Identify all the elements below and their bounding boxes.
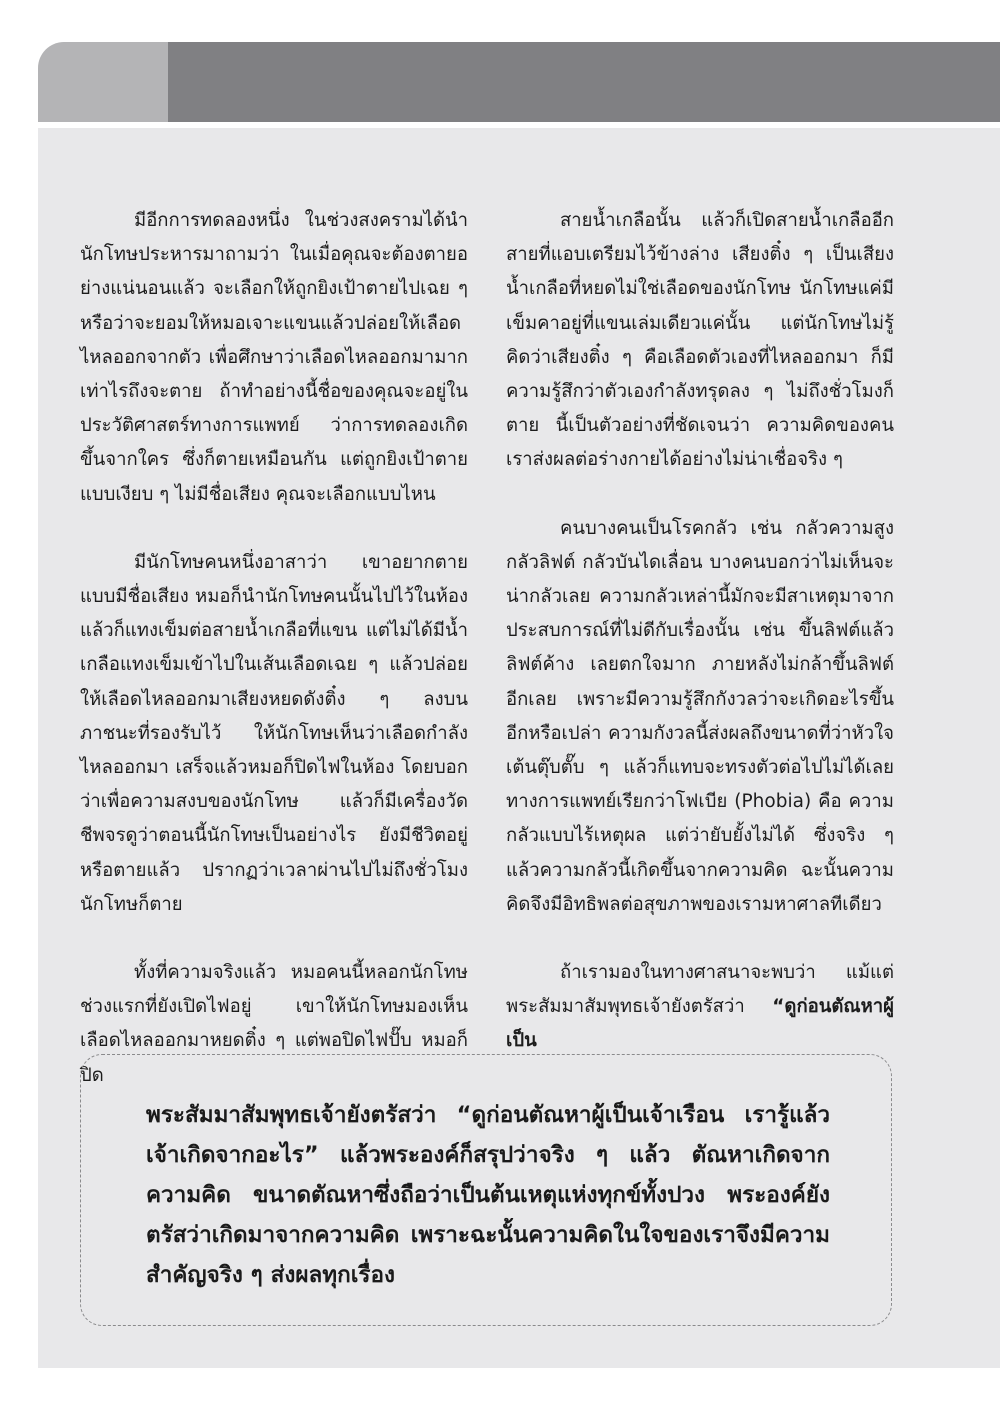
right-paragraph-1: สายน้ำเกลือนั้น แล้วก็เปิดสายน้ำเกลืออีกสายที่แอบเตรียมไว้ข้างล่าง เสียงติ๋ง ๆ เป็นเสียงน้ำเกลือที่หยดไม่ใช่เลือดของนักโทษ นักโทษแค่มีเข็มคาอยู่ที่แขนเล่มเดียวแค่นั้น แต่นักโทษไม่รู้ คิดว่าเสียงติ๋ง ๆ คือเลือดตัวเองที่ไหลออกมา ก็มีความรู้สึกว่าตัวเองกำลังทรุดลง ๆ ไม่ถึงชั่วโมงก็ตาย นี้เป็นตัวอย่างที่ชัดเจนว่า ความคิดของคนเราส่งผลต่อร่างกายได้อย่างไม่น่าเชื่อจริง ๆ	[506, 210, 894, 471]
right-column	[506, 204, 894, 1059]
left-paragraph-3: ทั้งที่ความจริงแล้ว หมอคนนี้หลอกนักโทษช่วงแรกที่ยังเปิดไฟอยู่ เขาให้นักโทษมองเห็นเลือดไหลออกมาหยดติ๋ง ๆ แต่พอปิดไฟปั๊บ หมอก็ปิด	[80, 962, 468, 1086]
left-paragraph-1: มีอีกการทดลองหนึ่ง ในช่วงสงครามได้นำนักโทษประหารมาถามว่า ในเมื่อคุณจะต้องตายอย่างแน่นอนแล้ว จะเลือกให้ถูกยิงเป้าตายไปเฉย ๆ หรือว่าจะยอมให้หมอเจาะแขนแล้วปล่อยให้เลือดไหลออกจากตัว เพื่อศึกษาว่าเลือดไหลออกมามากเท่าไรถึงจะตาย ถ้าทำอย่างนี้ชื่อของคุณจะอยู่ในประวัติศาสตร์ทางการแพทย์ ว่าการทดลองเกิดขึ้นจากใคร ซึ่งก็ตายเหมือนกัน แต่ถูกยิงเป้าตายแบบเงียบ ๆ ไม่มีชื่อเสียง คุณจะเลือกแบบไหน	[80, 210, 468, 505]
callout-text: พระสัมมาสัมพุทธเจ้ายังตรัสว่า “ดูก่อนตัณหาผู้เป็นเจ้าเรือน เรารู้แล้วเจ้าเกิดจากอะไร” แล้วพระองค์ก็สรุปว่าจริง ๆ แล้ว ตัณหาเกิดจากความคิด ขนาดตัณหาซึ่งถือว่าเป็นต้นเหตุแห่งทุกข์ทั้งปวง พระองค์ยังตรัสว่าเกิดมาจากความคิด เพราะฉะนั้นความคิดในใจของเราจึงมีความสำคัญจริง ๆ ส่งผลทุกเรื่อง	[146, 1102, 830, 1288]
right-paragraph-3	[506, 956, 894, 1059]
right-paragraph-3-quote: “ดูก่อนตัณหาผู้เป็น	[506, 996, 894, 1052]
left-paragraph-2: มีนักโทษคนหนึ่งอาสาว่า เขาอยากตายแบบมีชื่อเสียง หมอก็นำนักโทษคนนั้นไปไว้ในห้อง แล้วก็แทงเข็มต่อสายน้ำเกลือที่แขน แต่ไม่ได้มีน้ำเกลือแทงเข็มเข้าไปในเส้นเลือดเฉย ๆ แล้วปล่อยให้เลือดไหลออกมาเสียงหยดดังติ๋ง ๆ ลงบนภาชนะที่รองรับไว้ ให้นักโทษเห็นว่าเลือดกำลังไหลออกมา เสร็จแล้วหมอก็ปิดไฟในห้อง โดยบอกว่าเพื่อความสงบของนักโทษ แล้วก็มีเครื่องวัดชีพจรดูว่าตอนนี้นักโทษเป็นอย่างไร ยังมีชีวิตอยู่หรือตายแล้ว ปรากฏว่าเวลาผ่านไปไม่ถึงชั่วโมงนักโทษก็ตาย	[80, 551, 468, 915]
header-bar	[168, 42, 1000, 122]
right-paragraph-3-text: ถ้าเรามองในทางศาสนาจะพบว่า แม้แต่พระสัมมาสัมพุทธเจ้ายังตรัสว่า	[506, 962, 894, 1018]
header-tab	[38, 42, 172, 122]
right-paragraph-2: คนบางคนเป็นโรคกลัว เช่น กลัวความสูง กลัวลิฟต์ กลัวบันไดเลื่อน บางคนบอกว่าไม่เห็นจะน่ากลัวเลย ความกลัวเหล่านี้มักจะมีสาเหตุมาจากประสบการณ์ที่ไม่ดีกับเรื่องนั้น เช่น ขึ้นลิฟต์แล้วลิฟต์ค้าง เลยตกใจมาก ภายหลังไม่กล้าขึ้นลิฟต์อีกเลย เพราะมีความรู้สึกกังวลว่าจะเกิดอะไรขึ้นอีกหรือเปล่า ความกังวลนี้ส่งผลถึงขนาดที่ว่าหัวใจเต้นตุ๊บตั๊บ ๆ แล้วก็แทบจะทรงตัวต่อไปไม่ได้เลย ทางการแพทย์เรียกว่าโฟเบีย (Phobia) คือ ความกลัวแบบไร้เหตุผล แต่ว่ายับยั้งไม่ได้ ซึ่งจริง ๆ แล้วความกลัวนี้เกิดขึ้นจากความคิด ฉะนั้นความคิดจึงมีอิทธิพลต่อสุขภาพของเรามหาศาลทีเดียว	[506, 517, 894, 915]
left-column	[80, 204, 468, 1093]
